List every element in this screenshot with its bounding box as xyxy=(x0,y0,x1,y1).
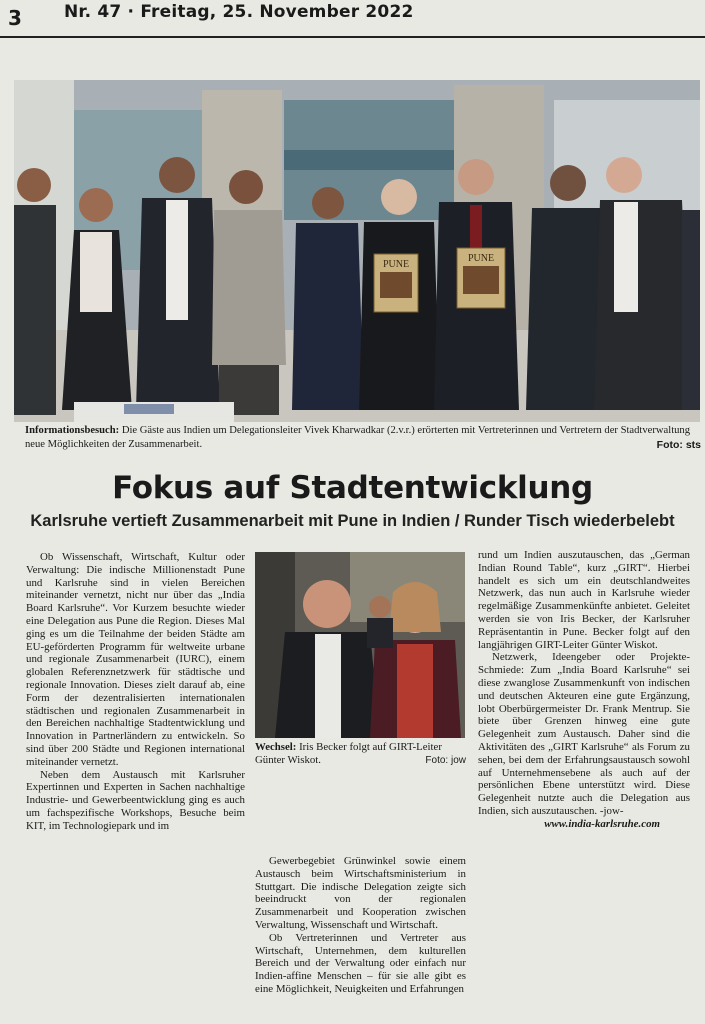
header-rule xyxy=(0,36,705,38)
portrait-photo-credit: Foto: jow xyxy=(425,755,466,766)
page-number: 3 xyxy=(8,6,22,30)
issue-line: Nr. 47 · Freitag, 25. November 2022 xyxy=(64,2,414,22)
portrait-caption-lead: Wechsel: xyxy=(255,741,297,753)
portrait-caption xyxy=(255,741,466,767)
col2-paragraph-2: Ob Vertreterinnen und Vertreter aus Wirtschaft, Unternehmen, dem kulturellen Bereich und der Verwaltung oder einfach nur Indien-affine Menschen – für sie alle gibt es eine Möglichkeit, Neuigkeiten und Erfahrungen xyxy=(255,931,466,995)
col1-paragraph-2: Neben dem Austausch mit Karlsruher Expertinnen und Experten in Sachen nachhaltige Industrie- und Gewerbeentwicklung ging es auch um fachspezifische Workshops, Besuche beim KIT, im Technologiepark und im xyxy=(26,768,245,832)
group-photo xyxy=(14,80,700,422)
caption-lead: Informationsbesuch: xyxy=(25,425,120,436)
portrait-photo xyxy=(255,552,465,738)
booklet-right-title: PUNE xyxy=(467,253,495,264)
page-header xyxy=(0,0,705,40)
col3-paragraph-2: Netzwerk, Ideengeber oder Projekte-Schmiede: Zum „India Board Karlsruhe“ sei diese zwanglose Zusammenkunft von indischen und deutschen Akteuren eine gute Ergänzung, lobt Oberbürgermeister Dr. Frank Mentrup. Sie biete über Grenzen hinweg eine gute Gelegenheit zum Austausch. Daher sind die Aktivitäten des „GIRT Karlsruhe“ als Forum zu sehen, bei dem der Erfahrungsaustausch sowohl auf Unternehmensebene als auch auf der persönlichen Ebene unterstützt wird. Diese Gelegenheit nutzte auch die Delegation aus Indien, sich auszutauschen. -jow- xyxy=(478,651,690,817)
subheadline: Karlsruhe vertieft Zusammenarbeit mit Pune in Indien / Runder Tisch wiederbelebt xyxy=(30,512,675,530)
col1-paragraph-1: Ob Wissenschaft, Wirtschaft, Kultur oder Verwaltung: Die indische Millionenstadt Pune und Karlsruhe sind in vielen Bereichen miteinander vernetzt, nicht nur über das „India Board Karlsruhe“. Vor Kurzem besuchte wieder eine Delegation aus Pune die Region. Dieses Mal ging es um die Teilnahme der beiden Städte am EU-geförderten Programm für weltweite urbane und regionale Zusammenarbeit (IURC), einem globalen Referenznetzwerk für städtische und regionale Innovation. Dieses zielt darauf ab, eine Form der dezentralisierten internationalen städtischen und regionalen Zusammenarbeit in den Bereichen nachhaltige Stadtentwicklung und Innovation in Partnerländern zu entwickeln. So sind über 200 Städte und Regionen international miteinander vernetzt. xyxy=(26,551,245,768)
photo-credit: Foto: sts xyxy=(656,439,701,451)
col2-paragraph-1: Gewerbegebiet Grünwinkel sowie einem Austausch beim Wirtschaftsministerium in Stuttgart. Die indische Delegation zeigte sich beeindruckt von der regionalen Zusammenarbeit und Kooperation zwischen Verwaltung, Wissenschaft und Wirtschaft. xyxy=(255,855,466,931)
caption-text: Die Gäste aus Indien um Delegationsleiter Vivek Kharwadkar (2.v.r.) erörterten mit Vertreterinnen und Vertretern der Stadtverwaltung neue Möglichkeiten der Zusammenarbeit. xyxy=(25,425,691,450)
website-url: www.india-karlsruhe.com xyxy=(544,817,660,830)
col3-paragraph-1: rund um Indien auszutauschen, das „German Indian Round Table“, kurz „GIRT“. Hierbei handelt es sich um ein deutschlandweites Netzwerk, das nun auch in Karlsruhe wieder regelmäßige Zusammenkünfte anbietet. Geleitet werden sie von Iris Becker, der Karlsruher Repräsentantin in Pune. Becker folgt auf den langjährigen GIRT-Leiter Günter Wiskot. xyxy=(478,549,690,651)
article-column-3 xyxy=(478,549,690,831)
headline: Fokus auf Stadtentwicklung xyxy=(112,470,593,506)
article-column-1 xyxy=(26,551,245,833)
main-photo-caption xyxy=(25,424,701,452)
booklet-left-title: PUNE xyxy=(382,259,410,270)
article-column-2 xyxy=(255,855,466,996)
portrait-caption-text: Iris Becker folgt auf GIRT-Leiter Günter Wiskot. xyxy=(255,741,442,766)
